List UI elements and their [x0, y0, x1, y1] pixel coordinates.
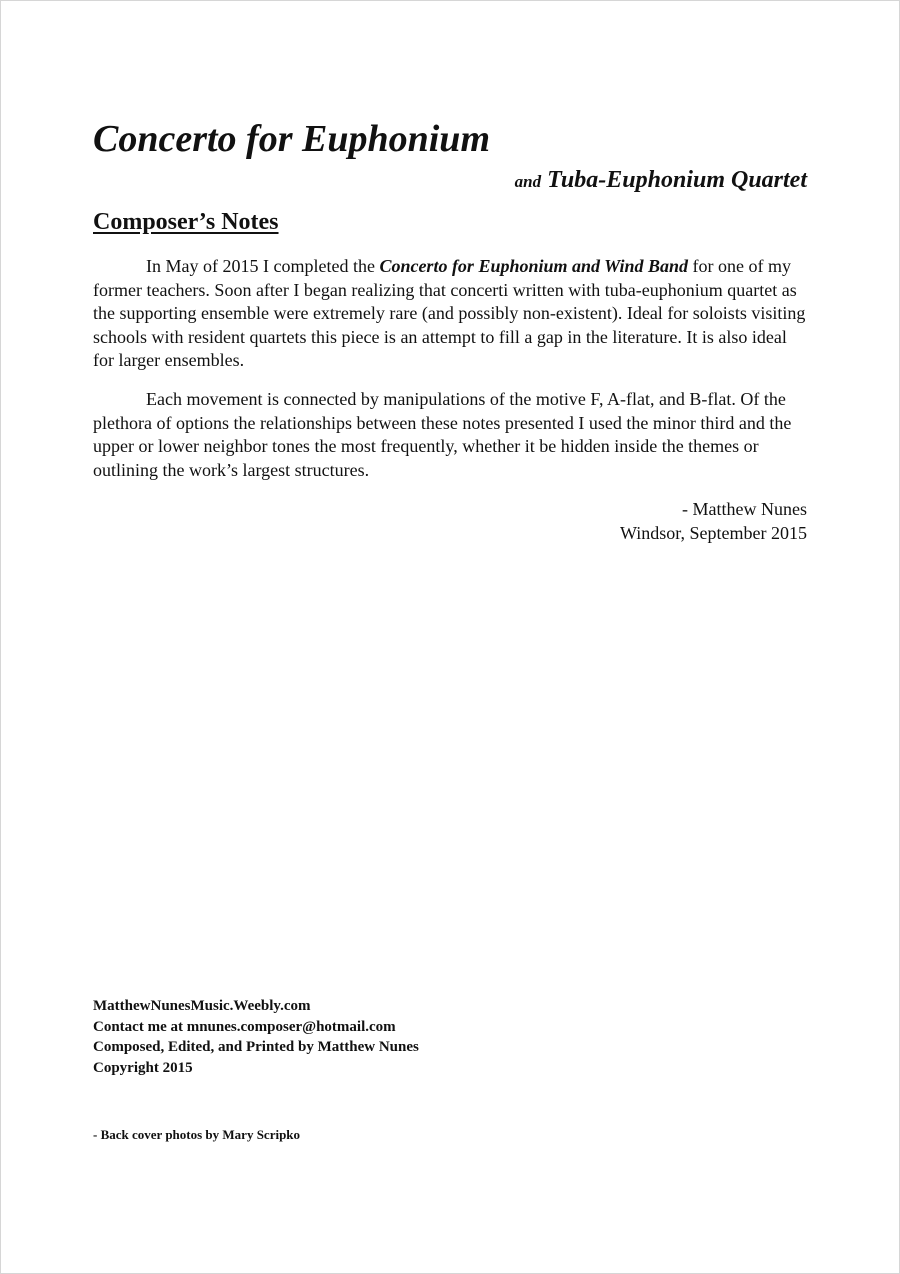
section-heading: Composer’s Notes	[93, 209, 279, 235]
document-title: Concerto for Euphonium	[93, 118, 490, 160]
signature-block	[620, 497, 807, 545]
footer-block	[93, 996, 419, 1078]
signature-name: - Matthew Nunes	[682, 499, 807, 519]
notes-paragraph-2: Each movement is connected by manipulations of the motive F, A-flat, and B-flat. Of the plethora of options the relationships between these notes presented I used the minor third and the upper or lower neighbor tones the most frequently, whether it be hidden inside the themes or outlining the work’s largest structures.	[93, 389, 792, 480]
footer-credits: Composed, Edited, and Printed by Matthew Nunes	[93, 1039, 419, 1055]
subtitle-prefix: and	[514, 172, 542, 191]
photo-credit: - Back cover photos by Mary Scripko	[93, 1127, 301, 1142]
subtitle-main: Tuba-Euphonium Quartet	[547, 167, 807, 193]
paragraph-1-end: for one of my former teachers. Soon after I began realizing that concerti written with tuba-euphonium quartet as the supporting ensemble were extremely rare (and possibly non-existent). Ideal for soloists visiting schools with resident quartets this piece is an attempt to fill a gap in the literature. It is also ideal for larger ensembles.	[93, 256, 806, 370]
footer-contact: Contact me at mnunes.composer@hotmail.com	[93, 1018, 396, 1035]
signature-place-date: Windsor, September 2015	[619, 523, 807, 543]
paragraph-1-start: In May of 2015 I completed the	[146, 256, 380, 276]
footer-website: MatthewNunesMusic.Weebly.com	[93, 998, 311, 1014]
footer-copyright: Copyright 2015	[93, 1059, 193, 1076]
notes-paragraph-1	[93, 255, 809, 373]
paragraph-1-work-title: Concerto for Euphonium and Wind Band	[379, 256, 689, 276]
document-subtitle	[515, 166, 807, 195]
